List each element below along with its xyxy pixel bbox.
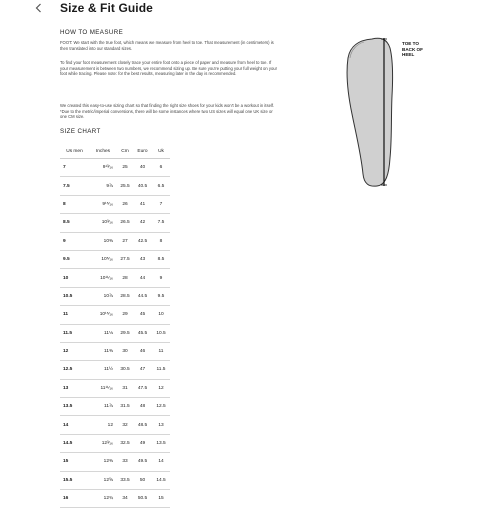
cell-euro: 40.5 [133, 177, 152, 195]
how-to-paragraph-3: We created this easy-to-use sizing chart so that finding the right size shoes for your kids won't be a workout in itself. *Due to the metric/imperial conversions, there will be some instances where two US sizes will equal one UK size or one CM size. [60, 103, 275, 120]
how-to-paragraph-1: FOOT: We start with the true foot, which means we measure from heel to toe. That measurement (in centimeters) is then translated into our standard sizes. [60, 40, 274, 51]
toe-to-heel-label-line-2: BACK OF [402, 46, 423, 52]
cell-cm: 29 [117, 306, 133, 324]
foot-outline-icon [330, 36, 410, 188]
cell-euro: 43 [133, 250, 152, 268]
cell-inches: 9⅞ [89, 177, 117, 195]
cell-euro: 49 [133, 434, 152, 452]
cell-inches: 12⅜ [89, 453, 117, 471]
table-row [60, 214, 170, 232]
cell-inches: 11⅞ [89, 398, 117, 416]
cell-euro: 44.5 [133, 287, 152, 305]
cell-uk: 7 [152, 195, 170, 213]
size-chart-heading: SIZE CHART [60, 128, 101, 135]
col-header-euro: Euro [133, 144, 152, 159]
size-chart-header-row [60, 144, 170, 159]
cell-euro: 48.5 [133, 416, 152, 434]
cell-us-men: 11.5 [60, 324, 89, 342]
cell-cm: 27.5 [117, 250, 133, 268]
cell-inches: 12 [89, 416, 117, 434]
toe-to-heel-label-line-1: TOE TO [402, 41, 419, 46]
cell-cm: 31 [117, 379, 133, 397]
table-row [60, 232, 170, 250]
cell-uk: 10.5 [152, 324, 170, 342]
cell-us-men: 14.5 [60, 434, 89, 452]
back-button[interactable] [33, 2, 45, 14]
cell-us-men: 9.5 [60, 250, 89, 268]
cell-cm: 26 [117, 195, 133, 213]
cell-us-men: 10 [60, 269, 89, 287]
cell-euro: 45 [133, 306, 152, 324]
cell-inches: 10⅞ [89, 287, 117, 305]
cell-inches: 10¹⁵⁄₁₆ [89, 306, 117, 324]
cell-uk: 14 [152, 453, 170, 471]
how-to-measure-heading: HOW TO MEASURE [60, 29, 124, 36]
cell-inches: 10³⁄₁₆ [89, 214, 117, 232]
cell-inches: 11¹¹⁄₁₆ [89, 379, 117, 397]
cell-cm: 32.5 [117, 434, 133, 452]
cell-uk: 9 [152, 269, 170, 287]
cell-cm: 31.5 [117, 398, 133, 416]
cell-cm: 32 [117, 416, 133, 434]
cell-euro: 47.5 [133, 379, 152, 397]
col-header-us-men: Us men [60, 144, 89, 159]
table-row [60, 453, 170, 471]
cell-uk: 11.5 [152, 361, 170, 379]
cell-us-men: 7 [60, 159, 89, 177]
cell-us-men: 7.5 [60, 177, 89, 195]
cell-uk: 13.5 [152, 434, 170, 452]
table-row [60, 159, 170, 177]
cell-inches: 12⅝ [89, 471, 117, 489]
cell-cm: 29.5 [117, 324, 133, 342]
table-row [60, 324, 170, 342]
table-row [60, 195, 170, 213]
cell-inches: 11⅛ [89, 324, 117, 342]
cell-cm: 30.5 [117, 361, 133, 379]
cell-us-men: 16 [60, 490, 89, 508]
cell-us-men: 11 [60, 306, 89, 324]
cell-uk: 8 [152, 232, 170, 250]
cell-cm: 26.5 [117, 214, 133, 232]
cell-us-men: 15 [60, 453, 89, 471]
cell-us-men: 8 [60, 195, 89, 213]
cell-cm: 28.5 [117, 287, 133, 305]
page-title: Size & Fit Guide [60, 1, 153, 15]
cell-uk: 10 [152, 306, 170, 324]
table-row [60, 342, 170, 360]
cell-us-men: 9 [60, 232, 89, 250]
cell-cm: 27 [117, 232, 133, 250]
cell-us-men: 12 [60, 342, 89, 360]
cell-uk: 14.5 [152, 471, 170, 489]
cell-us-men: 10.5 [60, 287, 89, 305]
header-bar [0, 0, 488, 18]
cell-euro: 41 [133, 195, 152, 213]
cell-us-men: 13.5 [60, 398, 89, 416]
size-chart-table [60, 144, 170, 508]
col-header-inches: Inches [89, 144, 117, 159]
table-row [60, 490, 170, 508]
cell-cm: 30 [117, 342, 133, 360]
cell-inches: 9¹⁵⁄₁₆ [89, 195, 117, 213]
cell-cm: 25 [117, 159, 133, 177]
cell-euro: 42 [133, 214, 152, 232]
cell-inches: 12³⁄₁₆ [89, 434, 117, 452]
cell-euro: 49.5 [133, 453, 152, 471]
cell-euro: 50.5 [133, 490, 152, 508]
cell-uk: 11 [152, 342, 170, 360]
chevron-left-icon [33, 2, 45, 14]
cell-uk: 13 [152, 416, 170, 434]
table-row [60, 306, 170, 324]
table-row [60, 287, 170, 305]
cell-us-men: 14 [60, 416, 89, 434]
cell-us-men: 13 [60, 379, 89, 397]
table-row [60, 269, 170, 287]
cell-cm: 25.5 [117, 177, 133, 195]
cell-euro: 40 [133, 159, 152, 177]
cell-uk: 7.5 [152, 214, 170, 232]
cell-euro: 48 [133, 398, 152, 416]
cell-euro: 47 [133, 361, 152, 379]
cell-cm: 33.5 [117, 471, 133, 489]
cell-inches: 11½ [89, 361, 117, 379]
col-header-cm: Cm [117, 144, 133, 159]
table-row [60, 250, 170, 268]
table-row [60, 416, 170, 434]
cell-uk: 8.5 [152, 250, 170, 268]
table-row [60, 379, 170, 397]
cell-uk: 12 [152, 379, 170, 397]
col-header-uk: Uk [152, 144, 170, 159]
cell-us-men: 8.5 [60, 214, 89, 232]
cell-cm: 34 [117, 490, 133, 508]
how-to-paragraph-2: To find your foot measurement closely trace your entire foot onto a piece of paper and measure from heel to toe. If your measurement is between two numbers, we recommend sizing up. Be sure you're putting your full weight on your foot while tracing. Please note: for the best results, measuring later in the day is recommended. [60, 60, 278, 77]
table-row [60, 434, 170, 452]
cell-cm: 28 [117, 269, 133, 287]
cell-inches: 11⅜ [89, 342, 117, 360]
cell-euro: 46 [133, 342, 152, 360]
size-chart-body [60, 159, 170, 508]
cell-us-men: 12.5 [60, 361, 89, 379]
cell-uk: 6 [152, 159, 170, 177]
cell-euro: 44 [133, 269, 152, 287]
table-row [60, 361, 170, 379]
cell-inches: 9¹³⁄₁₆ [89, 159, 117, 177]
cell-uk: 9.5 [152, 287, 170, 305]
cell-uk: 15 [152, 490, 170, 508]
cell-inches: 10¹¹⁄₁₆ [89, 269, 117, 287]
cell-inches: 12¾ [89, 490, 117, 508]
cell-uk: 12.5 [152, 398, 170, 416]
table-row [60, 177, 170, 195]
toe-to-heel-label-line-3: HEEL [402, 52, 415, 58]
cell-us-men: 15.5 [60, 471, 89, 489]
cell-cm: 33 [117, 453, 133, 471]
table-row [60, 471, 170, 489]
cell-euro: 50 [133, 471, 152, 489]
cell-uk: 6.5 [152, 177, 170, 195]
cell-inches: 10⁵⁄₁₆ [89, 250, 117, 268]
table-row [60, 398, 170, 416]
cell-euro: 45.5 [133, 324, 152, 342]
cell-inches: 10⅜ [89, 232, 117, 250]
toe-to-heel-label [402, 41, 423, 58]
cell-euro: 42.5 [133, 232, 152, 250]
